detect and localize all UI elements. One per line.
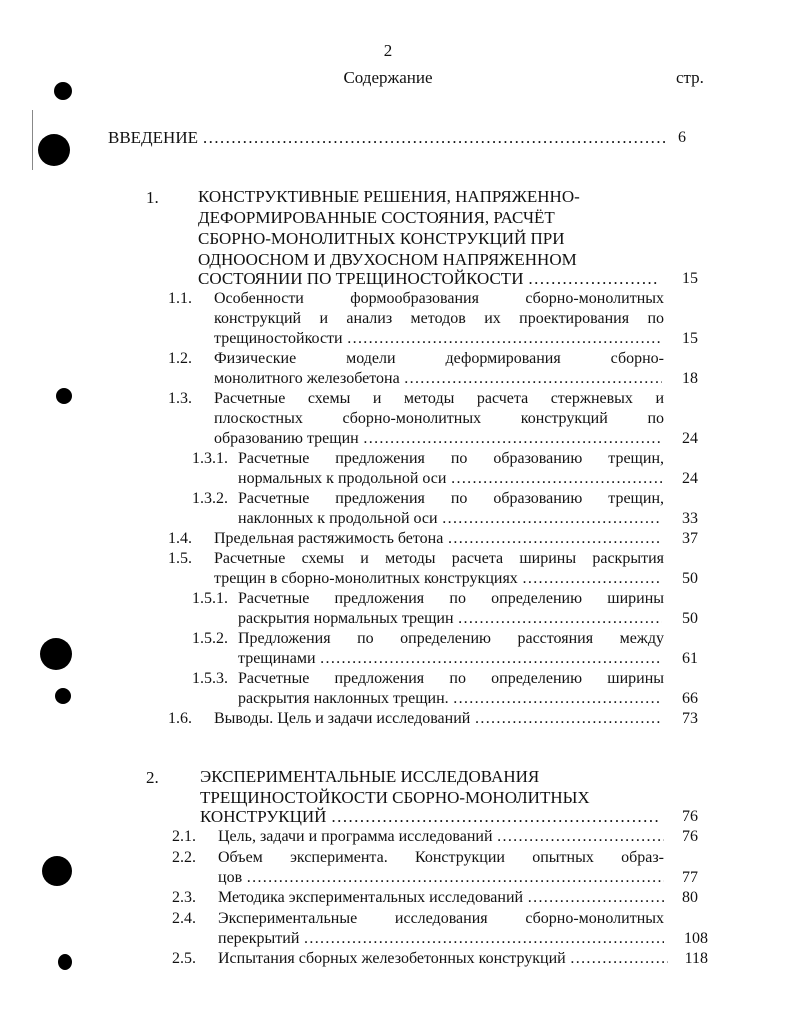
section-line[interactable]: Расчетные схемы и методы расчета ширины раскрытия	[214, 550, 664, 567]
section-line[interactable]: Методика экспериментальных исследований ……………………………………………………………………………………………………………………	[218, 888, 664, 908]
section-line[interactable]: монолитного железобетона ……………………………………………………………………………………………………………………	[214, 369, 662, 389]
toc-intro[interactable]	[108, 128, 668, 148]
toc-title: Содержание	[343, 68, 433, 87]
chapter-1-title-line[interactable]: ДЕФОРМИРОВАННЫЕ СОСТОЯНИЯ, РАСЧЁТ	[198, 208, 555, 227]
section-line[interactable]: Экспериментальные исследования сборно-монолитных	[218, 910, 664, 927]
section-line[interactable]: образованию трещин ……………………………………………………………………………………………………………………	[214, 429, 662, 449]
chapter-1-title-line[interactable]: СБОРНО-МОНОЛИТНЫХ КОНСТРУКЦИЙ ПРИ	[198, 229, 565, 248]
section-page: 118	[684, 950, 708, 967]
punch-hole	[42, 856, 72, 886]
section-line[interactable]: раскрытия наклонных трещин. ……………………………………………………………………………………………………………………	[238, 689, 662, 709]
section-line[interactable]: Выводы. Цель и задачи исследований ……………………………………………………………………………………………………………………	[214, 709, 662, 729]
section-line[interactable]: цов ……………………………………………………………………………………………………………………	[218, 868, 664, 888]
section-number: 1.4.	[168, 530, 192, 547]
section-line[interactable]: перекрытий ……………………………………………………………………………………………………………………	[218, 929, 664, 949]
section-page: 18	[682, 370, 698, 387]
toc-intro-label: ВВЕДЕНИЕ	[108, 128, 198, 147]
section-number: 1.5.3.	[192, 670, 228, 687]
section-page: 73	[682, 710, 698, 727]
section-page: 37	[682, 530, 698, 547]
section-line[interactable]: Предложения по определению расстояния между	[238, 630, 664, 647]
section-line[interactable]: Физические модели деформирования сборно-	[214, 350, 664, 367]
section-number: 1.1.	[168, 290, 192, 307]
section-line[interactable]: трещин в сборно-монолитных конструкциях ……………………………………………………………………………………………………………………	[214, 569, 662, 589]
section-number: 2.4.	[172, 910, 196, 927]
chapter-1-title-line[interactable]: СОСТОЯНИИ ПО ТРЕЩИНОСТОЙКОСТИ ……………………………………………………………………………………………………………………	[198, 268, 660, 290]
chapter-1-title-line[interactable]: ОДНООСНОМ И ДВУХОСНОМ НАПРЯЖЕННОМ	[198, 250, 577, 269]
chapter-1-number: 1.	[146, 188, 159, 207]
section-page: 24	[682, 430, 698, 447]
section-number: 2.3.	[172, 889, 196, 906]
section-line[interactable]: конструкций и анализ методов их проектирования по	[214, 310, 664, 327]
chapter-1-page: 15	[682, 270, 698, 287]
section-page: 15	[682, 330, 698, 347]
section-number: 2.5.	[172, 950, 196, 967]
section-line[interactable]: Расчетные предложения по образованию трещин,	[238, 450, 664, 467]
section-number: 1.3.2.	[192, 490, 228, 507]
page-number: 2	[383, 41, 393, 60]
punch-hole	[38, 134, 70, 166]
section-number: 1.5.2.	[192, 630, 228, 647]
section-page: 33	[682, 510, 698, 527]
section-page: 77	[682, 869, 698, 886]
section-line[interactable]: Расчетные предложения по определению ширины	[238, 670, 664, 687]
section-page: 80	[682, 889, 698, 906]
section-line[interactable]: Цель, задачи и программа исследований ……………………………………………………………………………………………………………………	[218, 827, 664, 847]
section-number: 1.2.	[168, 350, 192, 367]
section-number: 2.2.	[172, 849, 196, 866]
section-page: 66	[682, 690, 698, 707]
section-number: 1.5.1.	[192, 590, 228, 607]
scan-mark	[32, 110, 33, 170]
punch-hole	[58, 954, 72, 970]
section-page: 61	[682, 650, 698, 667]
section-line[interactable]: Особенности формообразования сборно-монолитных	[214, 290, 664, 307]
section-line[interactable]: Объем эксперимента. Конструкции опытных образ-	[218, 849, 664, 866]
section-number: 2.1.	[172, 828, 196, 845]
section-line[interactable]: Расчетные предложения по определению ширины	[238, 590, 664, 607]
section-number: 1.6.	[168, 710, 192, 727]
chapter-1-title-line[interactable]: КОНСТРУКТИВНЫЕ РЕШЕНИЯ, НАПРЯЖЕННО-	[198, 187, 580, 206]
punch-hole	[55, 688, 71, 704]
section-line[interactable]: наклонных к продольной оси ……………………………………………………………………………………………………………………	[238, 509, 662, 529]
section-page: 24	[682, 470, 698, 487]
section-line[interactable]: трещинами ……………………………………………………………………………………………………………………	[238, 649, 662, 669]
section-page: 108	[684, 930, 708, 947]
section-line[interactable]: Предельная растяжимость бетона ……………………………………………………………………………………………………………………	[214, 529, 662, 549]
section-line[interactable]: Испытания сборных железобетонных конструкций ……………………………………………………………………………………………………………………	[218, 949, 668, 969]
section-line[interactable]: раскрытия нормальных трещин ……………………………………………………………………………………………………………………	[238, 609, 662, 629]
chapter-2-page: 76	[682, 808, 698, 825]
section-page: 76	[682, 828, 698, 845]
chapter-2-title-line[interactable]: ТРЕЩИНОСТОЙКОСТИ СБОРНО-МОНОЛИТНЫХ	[200, 788, 590, 807]
section-line[interactable]: нормальных к продольной оси ……………………………………………………………………………………………………………………	[238, 469, 662, 489]
section-line[interactable]: Расчетные предложения по образованию трещин,	[238, 490, 664, 507]
punch-hole	[40, 638, 72, 670]
section-line[interactable]: Расчетные схемы и методы расчета стержневых и	[214, 390, 664, 407]
section-page: 50	[682, 610, 698, 627]
toc-intro-page: 6	[678, 129, 686, 146]
section-number: 1.3.1.	[192, 450, 228, 467]
chapter-2-title-line[interactable]: ЭКСПЕРИМЕНТАЛЬНЫЕ ИССЛЕДОВАНИЯ	[200, 767, 540, 786]
chapter-2-title-line[interactable]: КОНСТРУКЦИЙ ……………………………………………………………………………………………………………………	[200, 806, 660, 828]
punch-hole	[56, 388, 72, 404]
section-number: 1.5.	[168, 550, 192, 567]
section-line[interactable]: плоскостных сборно-монолитных конструкций по	[214, 410, 664, 427]
section-line[interactable]: трещиностойкости ……………………………………………………………………………………………………………………	[214, 329, 662, 349]
page-column-label: стр.	[676, 68, 704, 87]
section-page: 50	[682, 570, 698, 587]
chapter-2-number: 2.	[146, 768, 159, 787]
section-number: 1.3.	[168, 390, 192, 407]
